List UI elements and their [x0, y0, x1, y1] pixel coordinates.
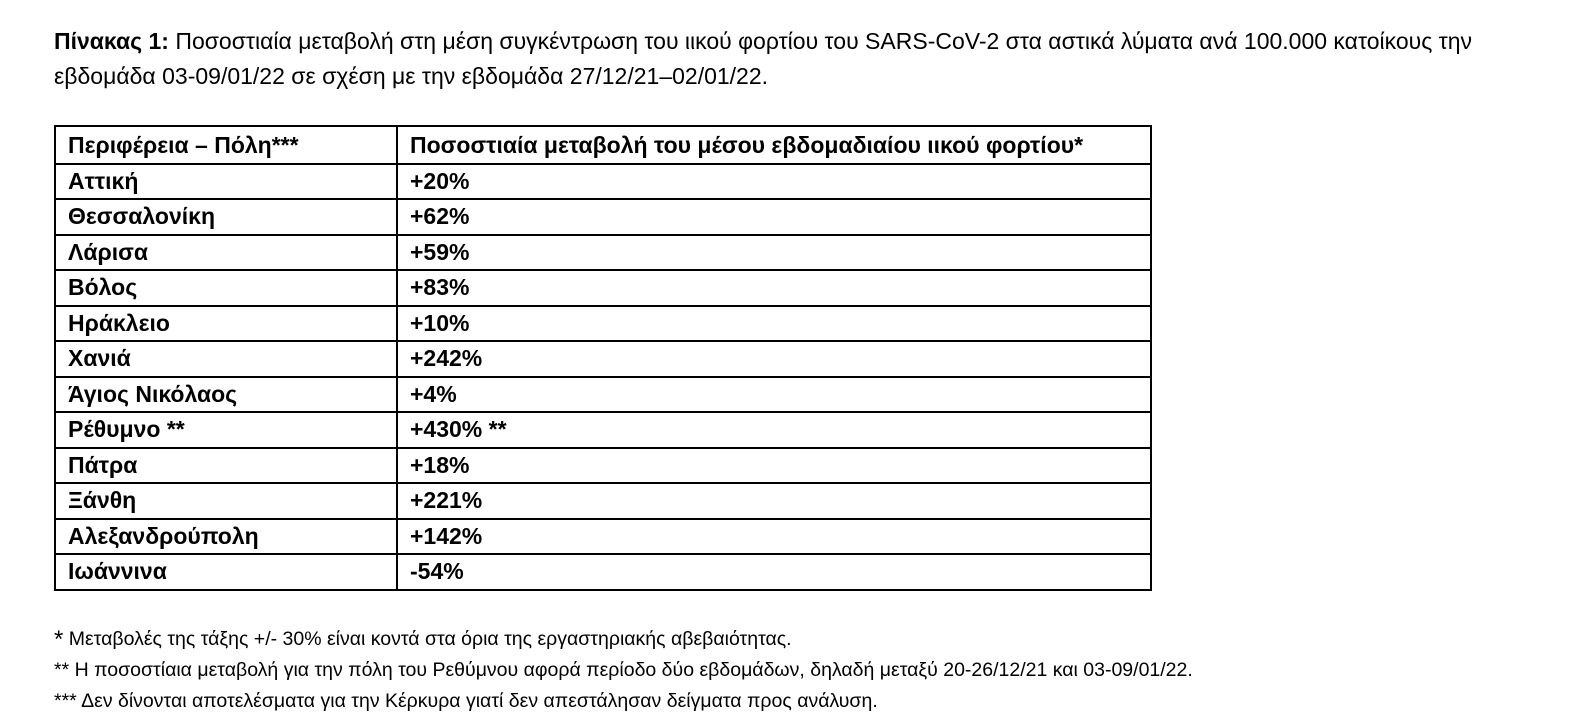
table-row	[55, 235, 1151, 271]
cell-change: +242%	[397, 341, 1151, 377]
table-header-row	[55, 126, 1151, 164]
table-row	[55, 306, 1151, 342]
table-row	[55, 412, 1151, 448]
table-row	[55, 199, 1151, 235]
cell-city: Ρέθυμνο **	[55, 412, 397, 448]
cell-change: -54%	[397, 554, 1151, 590]
cell-city: Πάτρα	[55, 448, 397, 484]
table-row	[55, 448, 1151, 484]
cell-city: Θεσσαλονίκη	[55, 199, 397, 235]
cell-city: Ηράκλειο	[55, 306, 397, 342]
footnotes	[54, 624, 1193, 717]
table-row	[55, 341, 1151, 377]
cell-city: Χανιά	[55, 341, 397, 377]
table-row	[55, 554, 1151, 590]
cell-change: +59%	[397, 235, 1151, 271]
table-row	[55, 270, 1151, 306]
footnote-3: *** Δεν δίνονται αποτελέσματα για την Κέρκυρα γιατί δεν απεστάλησαν δείγματα προς ανάλυση.	[54, 690, 878, 712]
cell-change: +20%	[397, 164, 1151, 200]
cell-city: Άγιος Νικόλαος	[55, 377, 397, 413]
cell-change: +221%	[397, 483, 1151, 519]
table-row	[55, 164, 1151, 200]
header-region-city: Περιφέρεια – Πόλη***	[55, 126, 397, 164]
cell-city: Αλεξανδρούπολη	[55, 519, 397, 555]
table-caption	[54, 24, 1534, 94]
cell-change: +10%	[397, 306, 1151, 342]
header-percent-change: Ποσοστιαία μεταβολή του μέσου εβδομαδιαίου ιικού φορτίου*	[397, 126, 1151, 164]
wastewater-change-table	[54, 125, 1152, 591]
footnote-2: ** Η ποσοστίαια μεταβολή για την πόλη του Ρεθύμνου αφορά περίοδο δύο εβδομάδων, δηλαδή μεταξύ 20-26/12/21 και 03-09/01/22.	[54, 659, 1193, 681]
footnote-1	[54, 624, 1193, 655]
cell-change: +83%	[397, 270, 1151, 306]
table-row	[55, 483, 1151, 519]
cell-city: Βόλος	[55, 270, 397, 306]
table-row	[55, 519, 1151, 555]
table-row	[55, 377, 1151, 413]
cell-city: Αττική	[55, 164, 397, 200]
cell-change: +430% **	[397, 412, 1151, 448]
cell-change: +142%	[397, 519, 1151, 555]
cell-change: +18%	[397, 448, 1151, 484]
caption-text: Ποσοστιαία μεταβολή στη μέση συγκέντρωση του ιικού φορτίου του SARS-CoV-2 στα αστικά λύματα ανά 100.000 κατοίκους την εβδομάδα 03-09/01/22 σε σχέση με την εβδομάδα 27/12/21–02/01/22.	[54, 28, 1473, 89]
cell-city: Ξάνθη	[55, 483, 397, 519]
caption-label: Πίνακας 1:	[54, 28, 169, 54]
cell-city: Λάρισα	[55, 235, 397, 271]
cell-change: +4%	[397, 377, 1151, 413]
footnote-1-text: Μεταβολές της τάξης +/- 30% είναι κοντά στα όρια της εργαστηριακής αβεβαιότητας.	[63, 628, 792, 650]
cell-change: +62%	[397, 199, 1151, 235]
cell-city: Ιωάννινα	[55, 554, 397, 590]
footnote-1-marker: *	[54, 626, 64, 653]
